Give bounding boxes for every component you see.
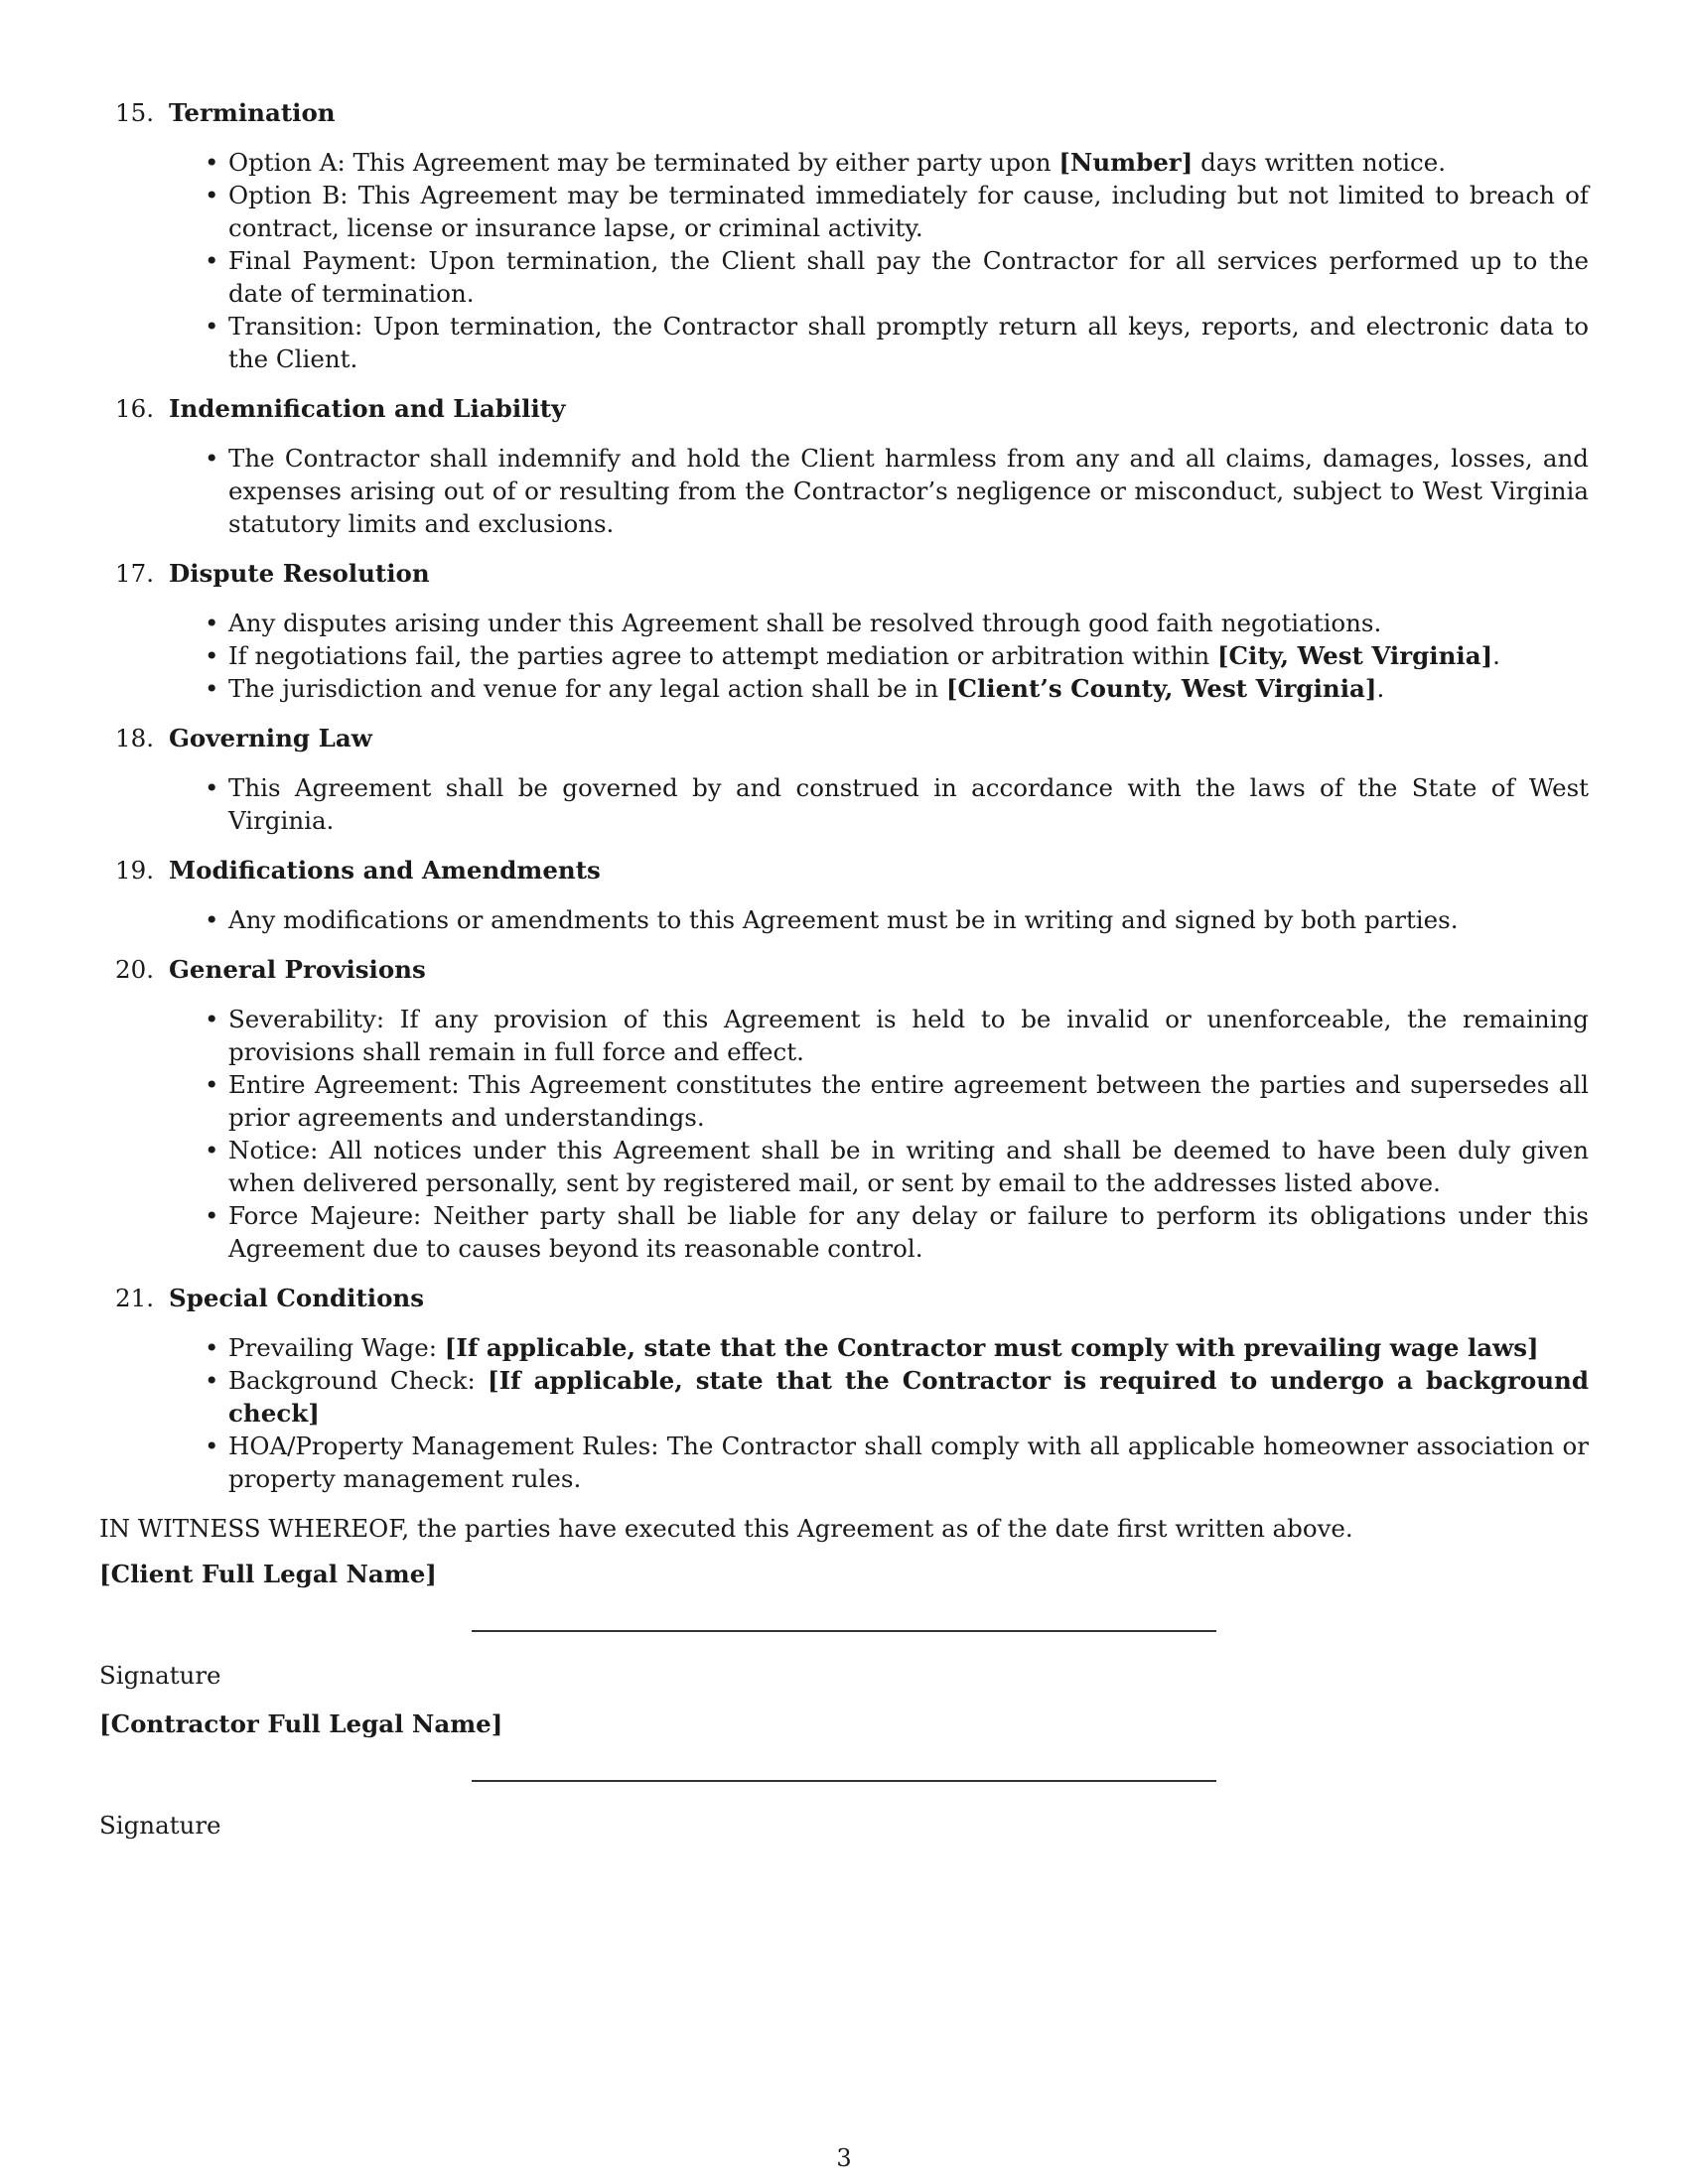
bullet-icon: • [205, 1432, 219, 1460]
section-number: 17. [115, 559, 154, 588]
bullet-icon: • [205, 1070, 219, 1099]
section-heading [99, 722, 1589, 754]
sections [99, 96, 1589, 1495]
section-heading [99, 392, 1589, 425]
list-item [205, 1199, 1589, 1265]
placeholder-text: [Client’s County, West Virginia] [945, 674, 1377, 703]
document-page [99, 96, 1589, 1857]
section-items [99, 771, 1589, 837]
section-items [99, 1331, 1589, 1495]
signature-block [99, 1558, 1589, 1842]
bullet-icon: • [205, 609, 219, 637]
signature-line [472, 1780, 1216, 1782]
item-text: The Contractor shall indemnify and hold the Client harmless from any and all claims, damages, losses, and expenses arising out of or resulting from the Contractor’s negligence or misconduct, subject to West Virginia statutory limits and exclusions. [228, 444, 1589, 538]
section-items [99, 607, 1589, 705]
bullet-icon: • [205, 1005, 219, 1033]
list-item [205, 146, 1589, 179]
section-title: Indemnification and Liability [169, 394, 566, 423]
list-item [205, 1364, 1589, 1430]
section-heading [99, 854, 1589, 887]
placeholder-text: [If applicable, state that the Contractor is required to undergo a background check] [228, 1366, 1589, 1428]
bullet-icon: • [205, 181, 219, 209]
list-item [205, 1134, 1589, 1199]
list-item [205, 639, 1589, 672]
bullet-icon: • [205, 773, 219, 802]
item-text: days written notice. [1193, 148, 1447, 177]
section-items [99, 146, 1589, 375]
section-heading [99, 953, 1589, 986]
section-19 [99, 854, 1589, 936]
section-number: 20. [115, 955, 154, 984]
section-18 [99, 722, 1589, 837]
section-17 [99, 557, 1589, 705]
section-21 [99, 1282, 1589, 1495]
list-item [205, 1068, 1589, 1134]
item-text: Transition: Upon termination, the Contractor shall promptly return all keys, reports, and electronic data to the Client. [228, 312, 1589, 373]
bullet-icon: • [205, 674, 219, 703]
section-number: 21. [115, 1284, 154, 1312]
section-heading [99, 557, 1589, 590]
list-item [205, 1430, 1589, 1495]
signature-label: Signature [99, 1811, 221, 1840]
item-text: Background Check: [228, 1366, 488, 1395]
item-text: Entire Agreement: This Agreement constitutes the entire agreement between the parties and supersedes all prior agreements and understandings. [228, 1070, 1589, 1132]
section-title: Termination [169, 98, 336, 127]
page-number: 3 [836, 2144, 852, 2172]
section-15 [99, 96, 1589, 375]
item-text: Option A: This Agreement may be terminated by either party upon [228, 148, 1059, 177]
section-number: 19. [115, 856, 154, 885]
placeholder-text: [Number] [1058, 148, 1194, 177]
bullet-icon: • [205, 148, 219, 177]
list-item [205, 1331, 1589, 1364]
item-text: Prevailing Wage: [228, 1333, 445, 1362]
list-item [205, 1003, 1589, 1068]
item-text: Option B: This Agreement may be terminated immediately for cause, including but not limited to breach of contract, license or insurance lapse, or criminal activity. [228, 181, 1589, 242]
placeholder-text: [City, West Virginia] [1216, 641, 1493, 670]
item-text: Any modifications or amendments to this Agreement must be in writing and signed by both parties. [228, 905, 1459, 934]
item-text: Severability: If any provision of this Agreement is held to be invalid or unenforceable, the remaining provisions shall remain in full force and effect. [228, 1005, 1589, 1066]
section-title: General Provisions [169, 955, 426, 984]
signature-line [472, 1630, 1216, 1632]
witness-clause: IN WITNESS WHEREOF, the parties have executed this Agreement as of the date first written above. [99, 1514, 1353, 1543]
section-number: 15. [115, 98, 154, 127]
list-item [205, 672, 1589, 705]
item-text: Final Payment: Upon termination, the Client shall pay the Contractor for all services performed up to the date of termination. [228, 246, 1589, 308]
bullet-icon: • [205, 641, 219, 670]
section-items [99, 442, 1589, 540]
item-text: Force Majeure: Neither party shall be liable for any delay or failure to perform its obligations under this Agreement due to causes beyond its reasonable control. [228, 1201, 1589, 1263]
party-name: [Client Full Legal Name] [99, 1560, 437, 1588]
section-heading [99, 96, 1589, 129]
list-item [205, 244, 1589, 310]
bullet-icon: • [205, 312, 219, 341]
list-item [205, 179, 1589, 244]
signature-label: Signature [99, 1661, 221, 1690]
section-title: Governing Law [169, 724, 372, 752]
bullet-icon: • [205, 444, 219, 473]
item-text: If negotiations fail, the parties agree to attempt mediation or arbitration within [228, 641, 1217, 670]
section-items [99, 1003, 1589, 1265]
section-20 [99, 953, 1589, 1265]
placeholder-text: [If applicable, state that the Contractor must comply with prevailing wage laws] [444, 1333, 1539, 1362]
section-title: Modifications and Amendments [169, 856, 601, 885]
bullet-icon: • [205, 1201, 219, 1230]
list-item [205, 903, 1589, 936]
section-items [99, 903, 1589, 936]
section-heading [99, 1282, 1589, 1314]
party-name: [Contractor Full Legal Name] [99, 1709, 503, 1738]
item-text: This Agreement shall be governed by and construed in accordance with the laws of the State of West Virginia. [228, 773, 1589, 835]
item-text: Notice: All notices under this Agreement shall be in writing and shall be deemed to have been duly given when delivered personally, sent by registered mail, or sent by email to the addresses listed above. [228, 1136, 1589, 1197]
list-item [205, 310, 1589, 375]
item-text: Any disputes arising under this Agreement shall be resolved through good faith negotiations. [228, 609, 1382, 637]
bullet-icon: • [205, 1366, 219, 1395]
bullet-icon: • [205, 246, 219, 275]
item-text: . [1492, 641, 1500, 670]
section-title: Special Conditions [169, 1284, 425, 1312]
item-text: The jurisdiction and venue for any legal action shall be in [228, 674, 946, 703]
item-text: . [1376, 674, 1385, 703]
bullet-icon: • [205, 1333, 219, 1362]
section-16 [99, 392, 1589, 540]
section-number: 18. [115, 724, 154, 752]
section-title: Dispute Resolution [169, 559, 430, 588]
item-text: HOA/Property Management Rules: The Contractor shall comply with all applicable homeowner association or property management rules. [228, 1432, 1589, 1493]
bullet-icon: • [205, 905, 219, 934]
list-item [205, 607, 1589, 639]
list-item [205, 771, 1589, 837]
section-number: 16. [115, 394, 154, 423]
bullet-icon: • [205, 1136, 219, 1164]
list-item [205, 442, 1589, 540]
